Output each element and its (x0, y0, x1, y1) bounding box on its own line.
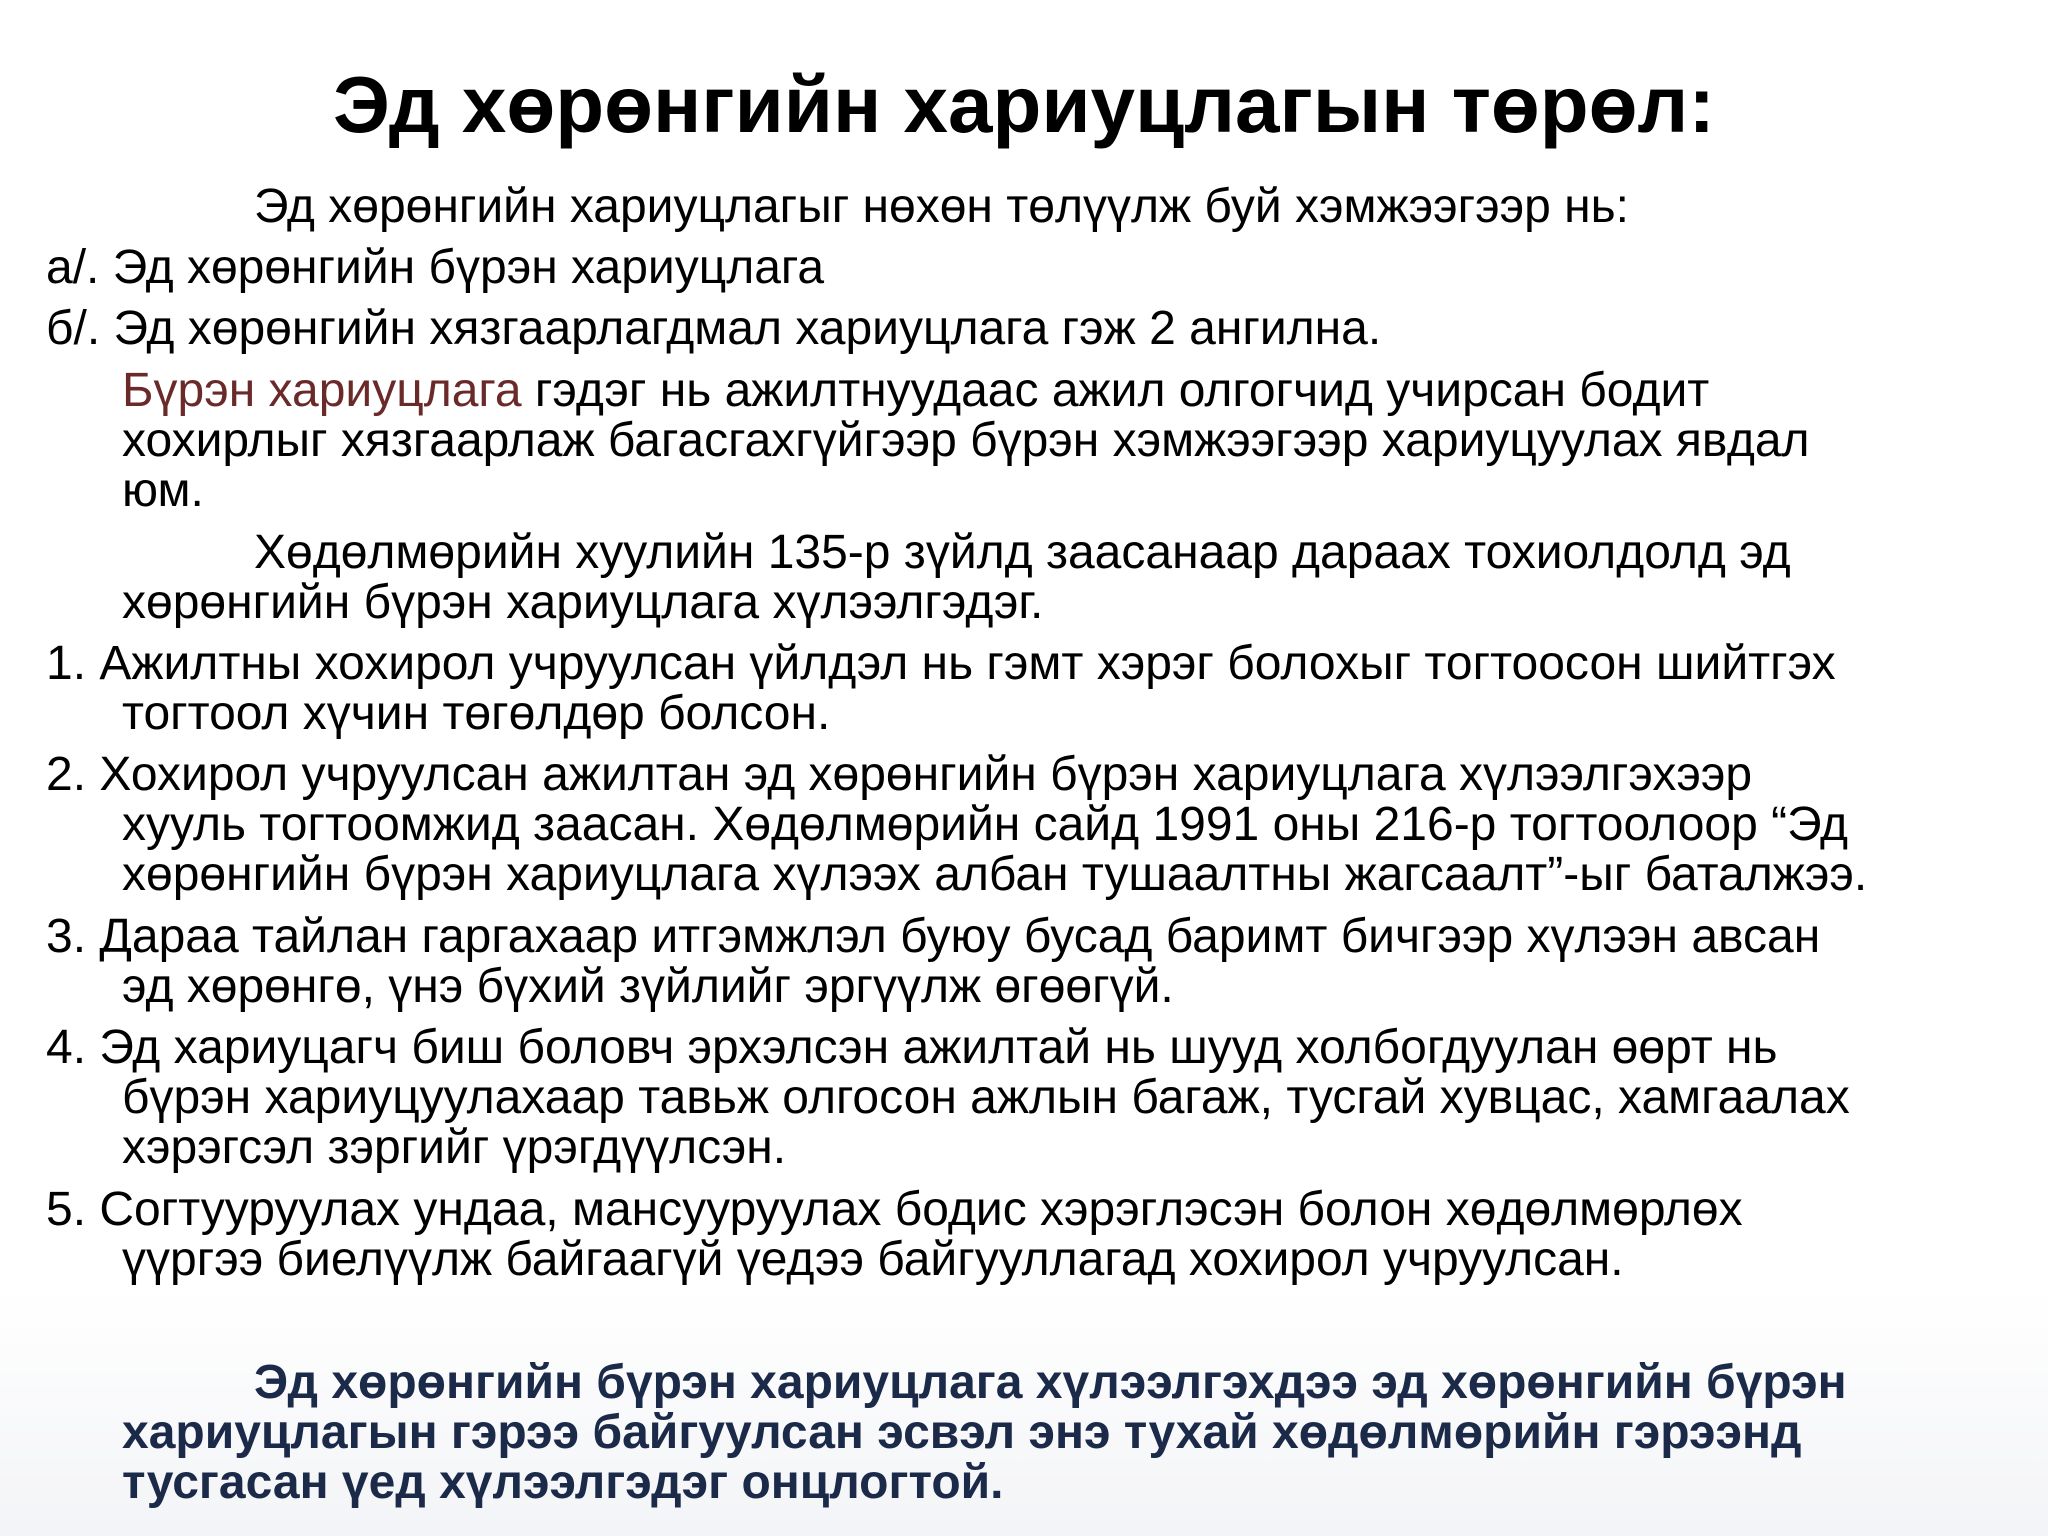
definition-paragraph (122, 366, 2028, 516)
definition-line-3: юм. (122, 464, 204, 517)
case-item-1 (46, 639, 2028, 739)
law-line-2: хөрөнгийн бүрэн хариуцлага хүлээлгэдэг. (122, 576, 1044, 629)
law-line-1: Хөдөлмөрийн хуулийн 135-р зүйлд заасанаар дараах тохиолдолд эд (254, 526, 1791, 579)
intro-text: Эд хөрөнгийн хариуцлагыг нөхөн төлүүлж буй хэмжээгээр нь: (254, 180, 1629, 233)
intro-paragraph (122, 182, 2028, 232)
case-4-line-1: 4. Эд хариуцагч биш боловч эрхэлсэн ажилтай нь шууд холбогдуулан өөрт нь (46, 1021, 1778, 1074)
case-4-line-2: бүрэн хариуцуулахаар тавьж олгосон ажлын багаж, тусгай хувцас, хамгаалах (122, 1071, 1850, 1124)
case-2-line-3: хөрөнгийн бүрэн хариуцлага хүлээх албан тушаалтны жагсаалт”-ыг баталжээ. (122, 848, 1868, 901)
definition-term: Бүрэн хариуцлага (122, 364, 522, 417)
case-3-line-1: 3. Дараа тайлан гаргахаар итгэмжлэл буюу бусад баримт бичгээр хүлээн авсан (46, 910, 1821, 963)
case-item-4 (46, 1023, 2028, 1173)
type-item-b: б/. Эд хөрөнгийн хязгаарлагдмал хариуцлага гэж 2 ангилна. (46, 302, 1382, 355)
case-1-line-2: тогтоол хүчин төгөлдөр болсон. (122, 687, 831, 740)
slide-title: Эд хөрөнгийн хариуцлагын төрөл: (333, 60, 1715, 149)
case-2-line-1: 2. Хохирол учруулсан ажилтан эд хөрөнгийн бүрэн хариуцлага хүлээлгэхээр (46, 748, 1753, 801)
case-1-line-1: 1. Ажилтны хохирол учруулсан үйлдэл нь гэмт хэрэг болохыг тогтоосон шийтгэх (46, 637, 1836, 690)
law-paragraph (122, 528, 2028, 628)
case-3-line-2: эд хөрөнгө, үнэ бүхий зүйлийг эргүүлж өгөөгүй. (122, 960, 1174, 1013)
case-item-2 (46, 750, 2028, 900)
case-5-line-1: 5. Согтууруулах ундаа, мансууруулах бодис хэрэглэсэн болон хөдөлмөрлөх (46, 1183, 1743, 1236)
conclusion-line-3: тусгасан үед хүлээлгэдэг онцлогтой. (122, 1456, 1004, 1509)
conclusion-line-2: хариуцлагын гэрээ байгуулсан эсвэл энэ тухай хөдөлмөрийн гэрээнд (122, 1406, 1802, 1459)
definition-line-1: гэдэг нь ажилтнуудаас ажил олгогчид учирсан бодит (521, 364, 1710, 417)
conclusion-line-1: Эд хөрөнгийн бүрэн хариуцлага хүлээлгэхдээ эд хөрөнгийн бүрэн (254, 1356, 1847, 1409)
conclusion-paragraph (122, 1358, 2028, 1508)
case-4-line-3: хэрэгсэл зэргийг үрэгдүүлсэн. (122, 1121, 787, 1174)
definition-line-2: хохирлыг хязгаарлаж багасгахгүйгээр бүрэн хэмжээгээр хариуцуулах явдал (122, 414, 1810, 467)
case-2-line-2: хууль тогтоомжид заасан. Хөдөлмөрийн сайд 1991 оны 216-р тогтоолоор “Эд (122, 798, 1849, 851)
case-5-line-2: үүргээ биелүүлж байгаагүй үедээ байгууллагад хохирол учруулсан. (122, 1233, 1624, 1286)
case-item-3 (46, 912, 2028, 1012)
type-item-a: а/. Эд хөрөнгийн бүрэн хариуцлага (46, 241, 825, 294)
case-item-5 (46, 1185, 2028, 1285)
